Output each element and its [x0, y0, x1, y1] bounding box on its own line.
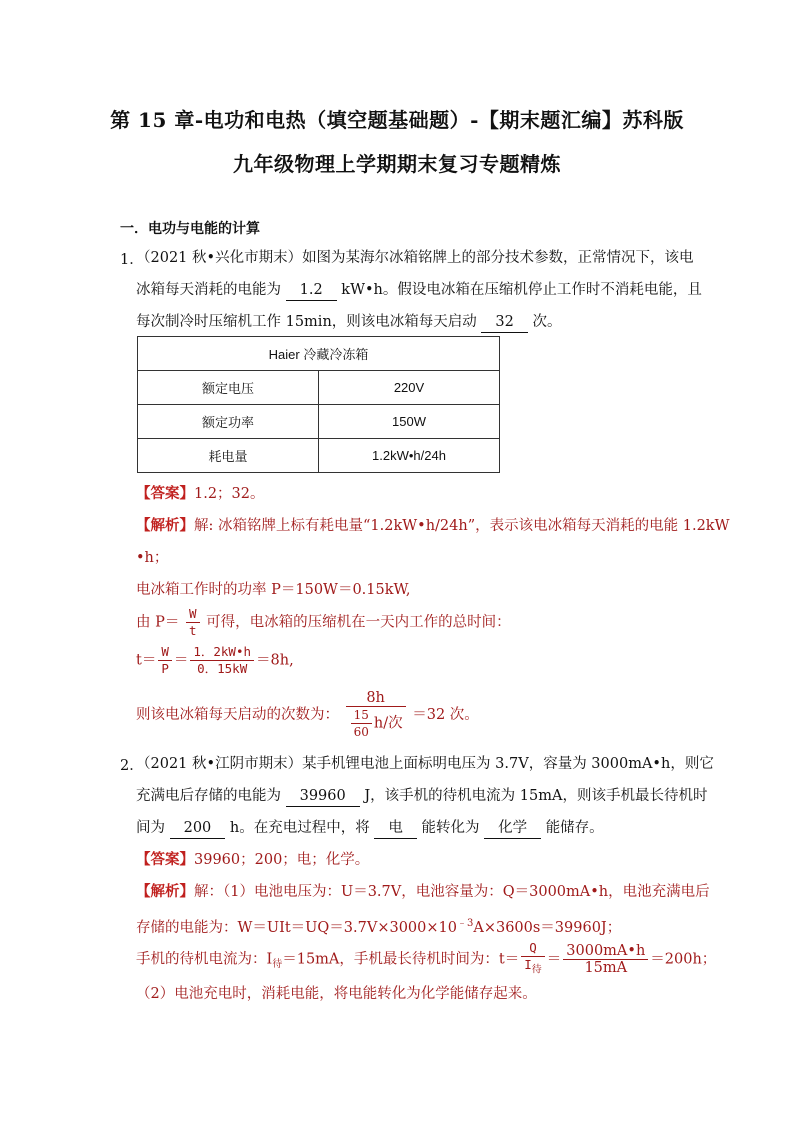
q1-analysis-line3: 电冰箱工作时的功率 P＝150W＝0.15kW,: [136, 582, 411, 598]
q1-number: 1．: [120, 252, 144, 268]
q1-analysis-5b: ＝8h,: [256, 652, 294, 669]
frac-denominator: [521, 957, 545, 979]
q1-analysis-6a: 则该电冰箱每天启动的次数为：: [136, 707, 339, 723]
q1-line2-b: kW•h。假设电冰箱在压缩机停止工作时不消耗电能，且: [341, 282, 702, 298]
q1-answer: [136, 484, 265, 504]
q2-analysis-3c: ＝200h；: [650, 951, 717, 968]
q2-answer-text: 39960；200；电；化学。: [194, 852, 370, 868]
frac-numerator: 1．2kW•h: [190, 644, 254, 661]
frac-denominator-main: I: [524, 957, 532, 972]
table-row: [138, 371, 500, 405]
q2-blank2: 200: [170, 818, 226, 839]
q2-analysis-line4: （2）电池充电时，消耗电能，将电能转化为化学能储存起来。: [136, 986, 537, 1002]
frac-numerator: W: [158, 644, 172, 661]
q1-blank2: 32: [481, 312, 527, 333]
table-cell-label: 额定功率: [138, 405, 319, 439]
q2-analysis-line3: [136, 940, 716, 979]
q1-analysis-line6: [136, 690, 479, 740]
subscript: 待: [531, 964, 542, 976]
fraction-start-count: [346, 690, 406, 740]
q1-answer-text: 1.2；32。: [194, 486, 265, 502]
frac-denominator: 0．15kW: [197, 661, 248, 676]
q1-analysis-text1: 解: 冰箱铭牌上标有耗电量“1.2kW•h/24h”，表示该电冰箱每天消耗的电能 1.2kW: [194, 518, 730, 534]
table-row: [138, 439, 500, 473]
q2-analysis-line2: [136, 914, 621, 938]
q1-text-line2: [136, 280, 702, 301]
q1-line3-b: 次。: [532, 314, 562, 330]
q2-analysis-2a: 存储的电能为：W＝UIt＝UQ＝3.7V×3000×10: [136, 919, 457, 936]
q2-answer: [136, 850, 369, 870]
q1-blank1: 1.2: [286, 280, 337, 301]
q1-analysis-6b: ＝32 次。: [412, 707, 479, 723]
q2-number: 2．: [120, 758, 144, 774]
section-heading: 一．电功与电能的计算: [120, 221, 260, 237]
table-cell-value: 150W: [319, 405, 500, 439]
q1-text-line1: （2021 秋•兴化市期末）如图为某海尔冰箱铭牌上的部分技术参数，正常情况下，该电: [136, 250, 694, 266]
q2-line3-d: 能储存。: [545, 820, 604, 836]
analysis-tag: 【解析】: [136, 883, 194, 900]
table-cell-value: 1.2kW•h/24h: [319, 439, 500, 473]
frac-denominator: [346, 707, 406, 740]
fraction-w-over-p: [158, 644, 172, 677]
frac-numerator: W: [186, 606, 200, 623]
q1-line2-a: 冰箱每天消耗的电能为: [136, 282, 281, 298]
q2-analysis-line1: [136, 882, 710, 902]
exponent: ﹣3: [456, 918, 474, 929]
table-cell-value: 220V: [319, 371, 500, 405]
table-row: [138, 405, 500, 439]
answer-tag: 【答案】: [136, 851, 194, 868]
frac-unit: h/次: [373, 715, 403, 732]
analysis-tag: 【解析】: [136, 517, 194, 534]
q2-analysis-2b: A×3600s＝39960J；: [473, 919, 622, 936]
frac-denominator: 15mA: [584, 959, 628, 976]
fraction-w-over-t: [186, 606, 200, 639]
q2-text-line2: [136, 786, 707, 807]
subscript: 待: [272, 959, 283, 971]
q2-text-line3: [136, 818, 604, 839]
q1-analysis-line5: [136, 644, 294, 677]
q1-analysis-5a: t＝: [136, 652, 157, 669]
q2-blank1: 39960: [286, 786, 360, 807]
q1-analysis-4b: 可得，电冰箱的压缩机在一天内工作的总时间：: [206, 614, 511, 631]
fridge-spec-table: [137, 336, 500, 473]
q1-analysis-line1: [136, 516, 730, 536]
q2-line3-a: 间为: [136, 820, 165, 836]
frac-denominator: P: [161, 661, 169, 676]
equals-sign: ＝: [173, 652, 189, 669]
q2-analysis-text1: 解：（1）电池电压为：U＝3.7V，电池容量为：Q＝3000mA•h，电池充满电后: [194, 884, 710, 900]
q1-analysis-line4: [136, 606, 511, 639]
q1-analysis-4a: 由 P＝: [136, 614, 180, 631]
table-cell-label: 耗电量: [138, 439, 319, 473]
q1-analysis-line2: •h；: [136, 550, 169, 566]
frac-numerator: 8h: [346, 690, 406, 707]
q2-line2-b: J，该手机的待机电流为 15mA，则该手机最长待机时: [364, 788, 708, 804]
doc-title-line1: 第 15 章-电功和电热（填空题基础题）-【期末题汇编】苏科版: [110, 108, 684, 132]
fraction-energy-over-power: [190, 644, 254, 677]
equals-sign: ＝: [546, 951, 562, 968]
q2-blank3: 电: [374, 818, 417, 839]
table-cell-label: 额定电压: [138, 371, 319, 405]
table-header-cell: Haier 冷藏冷冻箱: [138, 337, 500, 371]
q2-analysis-3b: ＝15mA，手机最长待机时间为：t＝: [282, 951, 520, 968]
inner-frac-numerator: 15: [351, 707, 372, 724]
frac-numerator: 3000mA•h: [563, 943, 648, 960]
q1-line3-a: 每次制冷时压缩机工作 15min，则该电冰箱每天启动: [136, 314, 477, 330]
q2-line2-a: 充满电后存储的电能为: [136, 788, 281, 804]
table-row: [138, 337, 500, 371]
q1-text-line3: [136, 312, 561, 333]
inner-frac-denominator: 60: [353, 725, 369, 739]
q2-blank4: 化学: [484, 818, 541, 839]
doc-title-line2: 九年级物理上学期期末复习专题精炼: [233, 152, 561, 176]
frac-numerator: Q: [521, 940, 545, 957]
q2-line3-b: h。在充电过程中，将: [229, 820, 370, 836]
frac-denominator: t: [188, 623, 197, 638]
answer-tag: 【答案】: [136, 485, 194, 502]
fraction-capacity-over-current: [563, 943, 648, 976]
fraction-q-over-i: [521, 940, 545, 979]
q2-text-line1: （2021 秋•江阴市期末）某手机锂电池上面标明电压为 3.7V，容量为 3000mA•h，则它: [136, 756, 714, 772]
q2-analysis-3a: 手机的待机电流为：I: [136, 951, 273, 968]
q2-line3-c: 能转化为: [421, 820, 480, 836]
